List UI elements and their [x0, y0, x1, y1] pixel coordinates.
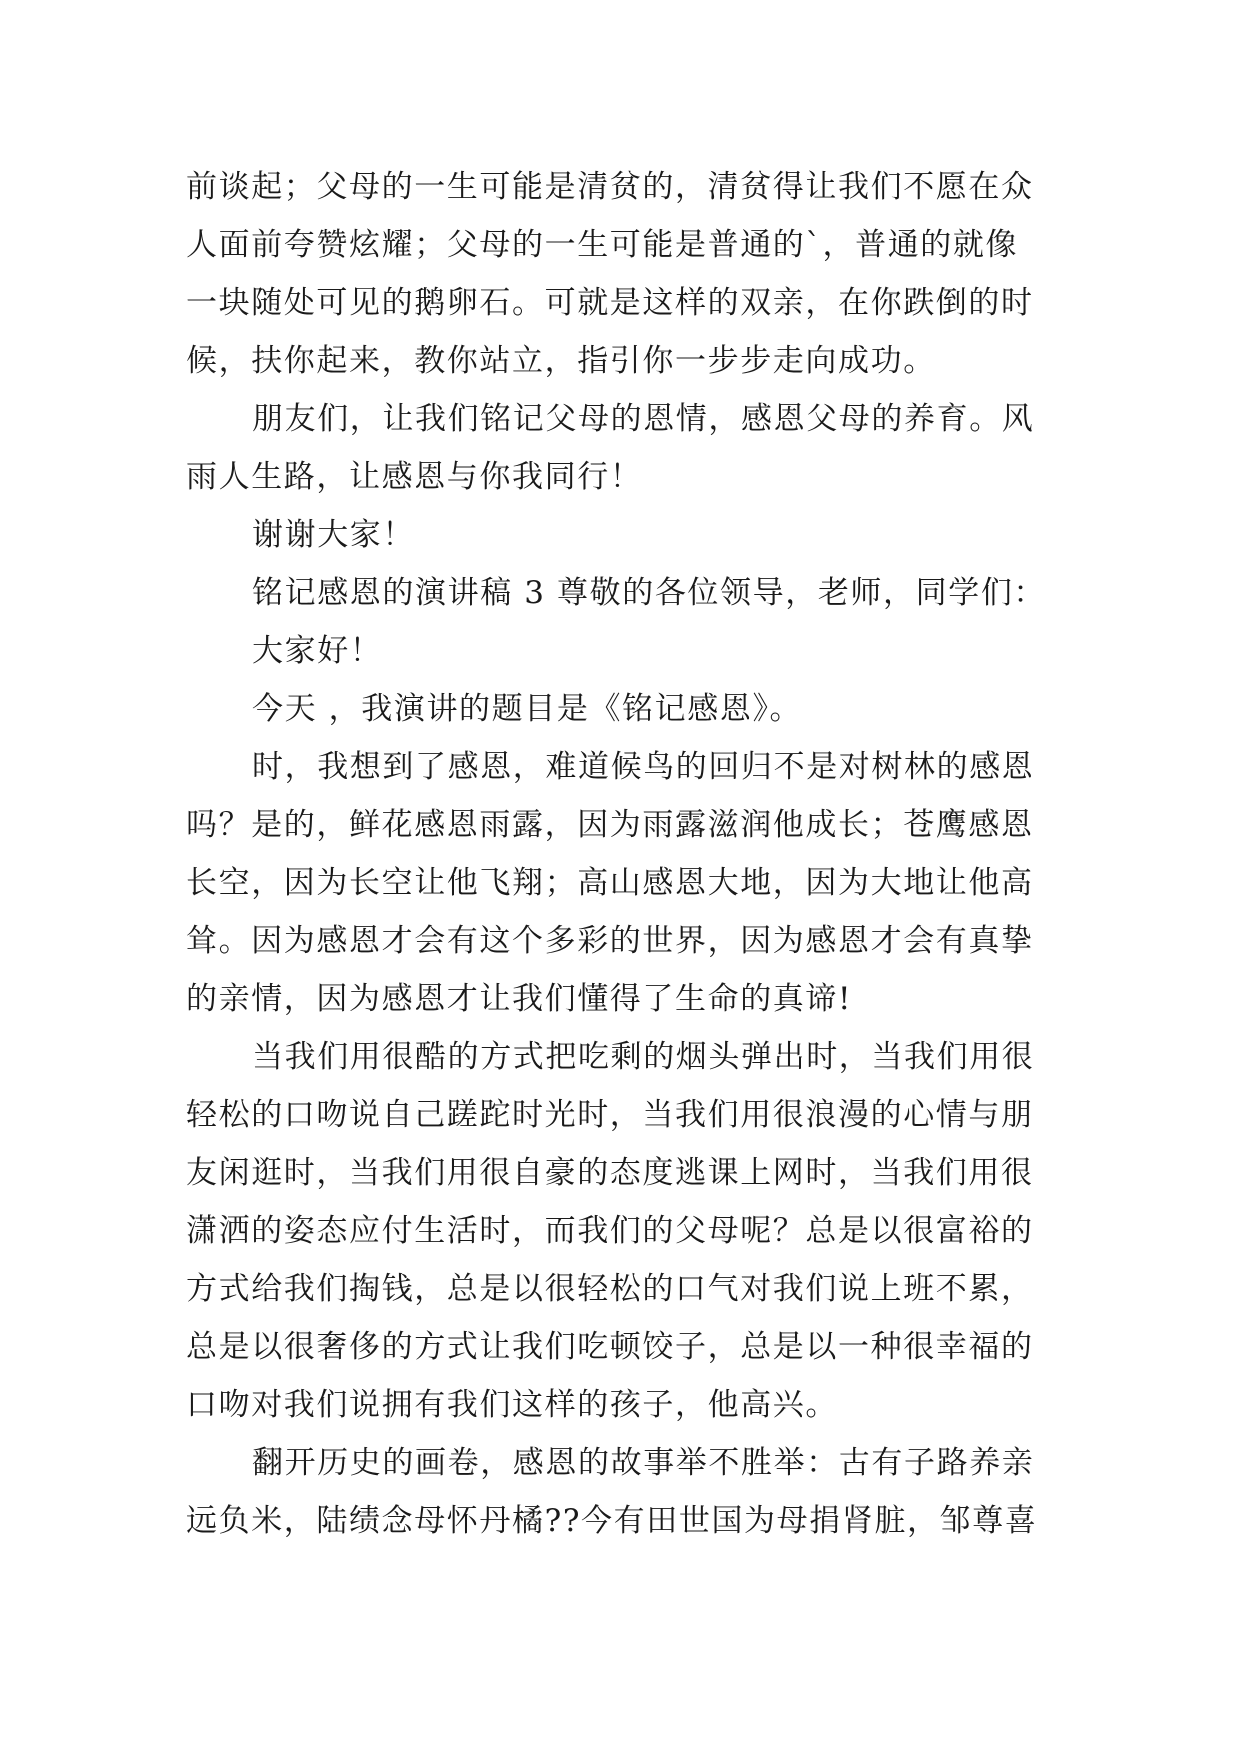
text-line: 一块随处可见的鹅卵石。可就是这样的双亲，在你跌倒的时 — [186, 285, 1034, 321]
speech-topic-line: 今天 ，我演讲的题目是《铭记感恩》。 — [252, 691, 803, 727]
text-line: 前谈起；父母的一生可能是清贫的，清贫得让我们不愿在众 — [186, 169, 1034, 205]
text-line: 吗？是的，鲜花感恩雨露，因为雨露滋润他成长；苍鹰感恩 — [186, 807, 1034, 843]
text-line: 口吻对我们说拥有我们这样的孩子，他高兴。 — [186, 1387, 838, 1423]
text-line: 雨人生路，让感恩与你我同行！ — [186, 459, 643, 495]
paragraph-start-line: 翻开历史的画卷，感恩的故事举不胜举：古有子路养亲 — [252, 1445, 1035, 1481]
text-line: 候，扶你起来，教你站立，指引你一步步走向成功。 — [186, 343, 936, 379]
text-line: 潇洒的姿态应付生活时，而我们的父母呢？总是以很富裕的 — [186, 1213, 1034, 1249]
text-line: 总是以很奢侈的方式让我们吃顿饺子，总是以一种很幸福的 — [186, 1329, 1034, 1365]
paragraph-start-line: 当我们用很酷的方式把吃剩的烟头弹出时，当我们用很 — [252, 1039, 1035, 1075]
greeting-line: 大家好！ — [252, 633, 383, 669]
text-line: 友闲逛时，当我们用很自豪的态度逃课上网时，当我们用很 — [186, 1155, 1034, 1191]
document-body — [186, 158, 1046, 1550]
text-line: 人面前夸赞炫耀；父母的一生可能是普通的`，普通的就像 — [186, 227, 1019, 263]
text-line: 轻松的口吻说自己蹉跎时光时，当我们用很浪漫的心情与朋 — [186, 1097, 1034, 1133]
text-line: 的亲情，因为感恩才让我们懂得了生命的真谛! — [186, 981, 853, 1017]
text-line: 耸。因为感恩才会有这个多彩的世界，因为感恩才会有真挚 — [186, 923, 1034, 959]
text-line: 长空，因为长空让他飞翔；高山感恩大地，因为大地让他高 — [186, 865, 1034, 901]
text-line: 方式给我们掏钱，总是以很轻松的口气对我们说上班不累， — [186, 1271, 1034, 1307]
closing-thanks-line: 谢谢大家！ — [252, 517, 415, 553]
text-line: 远负米，陆绩念母怀丹橘??今有田世国为母捐肾脏，邹尊喜 — [186, 1503, 1038, 1539]
paragraph-start-line: 朋友们，让我们铭记父母的恩情，感恩父母的养育。风 — [252, 401, 1035, 437]
paragraph-start-line: 时，我想到了感恩，难道候鸟的回归不是对树林的感恩 — [252, 749, 1035, 785]
speech-heading-line: 铭记感恩的演讲稿 3 尊敬的各位领导，老师，同学们： — [252, 575, 1047, 611]
